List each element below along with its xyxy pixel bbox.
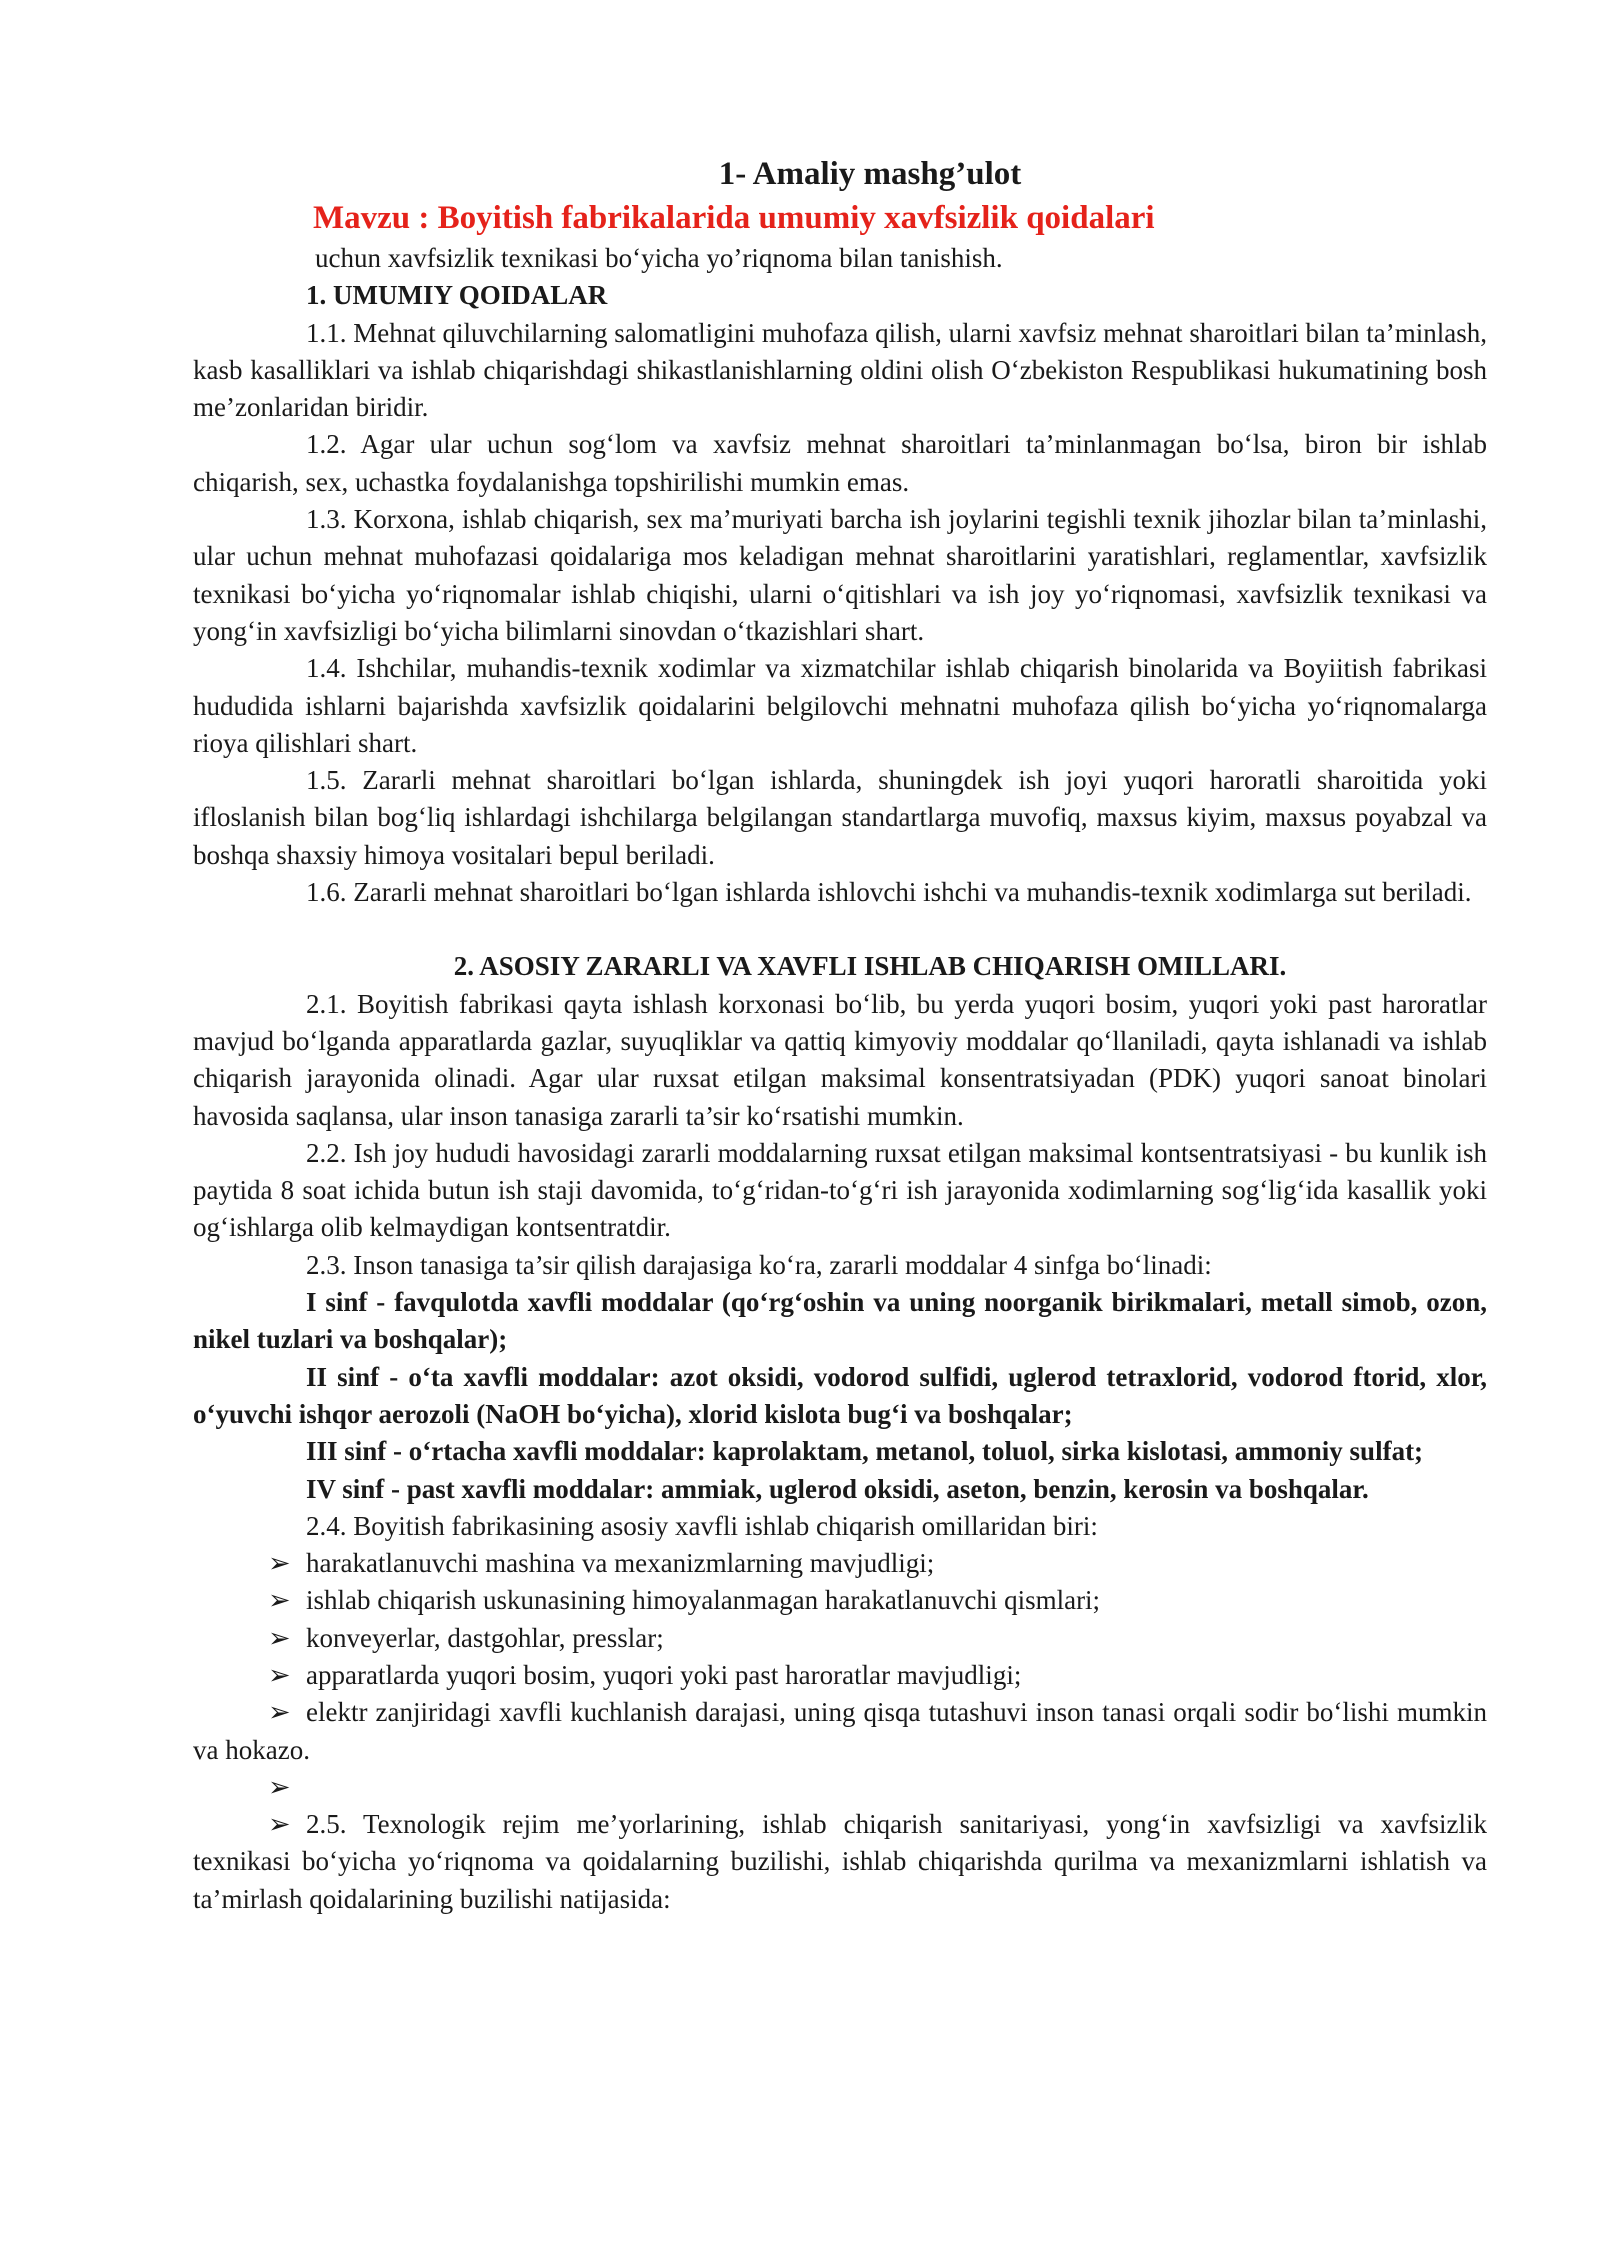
list-item-text: harakatlanuvchi mashina va mexanizmlarning mavjudligi; [306, 1548, 935, 1579]
list-item-text: ishlab chiqarish uskunasining himoyalanmagan harakatlanuvchi qismlari; [306, 1585, 1101, 1616]
list-item [193, 1620, 1487, 1657]
section-heading-1: 1. UMUMIY QOIDALAR [306, 280, 608, 311]
paragraph-2-4: 2.4. Boyitish fabrikasining asosiy xavfli ishlab chiqarish omillaridan biri: [306, 1510, 1098, 1541]
list-item [193, 1582, 1487, 1619]
arrow-bullet-icon: ➢ [268, 1585, 291, 1616]
list-item [193, 1545, 1487, 1582]
paragraph-1-1: 1.1. Mehnat qiluvchilarning salomatligini muhofaza qilish, ularni xavfsiz mehnat sharoitlari bilan ta’minlash, kasb kasalliklari va ishlab chiqarishdagi shikastlanishlarning oldini olish O‘zbekiston Respublikasi hukumatining bosh me’zonlaridan biridir. [193, 317, 1487, 423]
list-item [193, 1769, 1487, 1806]
arrow-bullet-icon: ➢ [268, 1548, 291, 1579]
list-item-text: konveyerlar, dastgohlar, presslar; [306, 1622, 664, 1653]
paragraph-2-5: 2.5. Texnologik rejim me’yorlarining, ishlab chiqarish sanitariyasi, yong‘in xavfsizligi va xavfsizlik texnikasi bo‘yicha yo‘riqnoma va qoidalarning buzilishi, ishlab chiqarishda qurilma va mexanizmlarni ishlatish va ta’mirlash qoidalarining buzilishi natijasida: [193, 1809, 1487, 1914]
list-item-text: apparatlarda yuqori bosim, yuqori yoki past haroratlar mavjudligi; [306, 1659, 1022, 1690]
paragraph-1-5: 1.5. Zararli mehnat sharoitlari bo‘lgan ishlarda, shuningdek ish joyi yuqori haroratli sharoitida yoki ifloslanish bilan bog‘liq ishlardagi ishchilarga belgilangan standartlarga muvofiq, maxsus kiyim, maxsus poyabzal va boshqa shaxsiy himoya vositalari bepul beriladi. [193, 765, 1487, 870]
arrow-bullet-icon: ➢ [268, 1771, 291, 1802]
paragraph-2-2: 2.2. Ish joy hududi havosidagi zararli moddalarning ruxsat etilgan maksimal kontsentratsiyasi - bu kunlik ish paytida 8 soat ichida butun ish staji davomida, to‘g‘ridan-to‘g‘ri ish jarayonida xodimlarning sog‘lig‘ida kasallik yoki og‘ishlarga olib kelmaydigan kontsentratdir. [193, 1137, 1487, 1243]
topic-continuation: uchun xavfsizlik texnikasi bo‘yicha yo’riqnoma bilan tanishish. [315, 243, 1003, 273]
hazard-class-3: III sinf - o‘rtacha xavfli moddalar: kaprolaktam, metanol, toluol, sirka kislotasi, ammoniy sulfat; [306, 1436, 1424, 1467]
hazard-class-4: IV sinf - past xavfli moddalar: ammiak, uglerod oksidi, aseton, benzin, kerosin va boshqalar. [306, 1473, 1369, 1504]
paragraph-2-3: 2.3. Inson tanasiga ta’sir qilish darajasiga ko‘ra, zararli moddalar 4 sinfga bo‘linadi: [306, 1249, 1212, 1280]
hazard-class-1: I sinf - favqulotda xavfli moddalar (qo‘rg‘oshin va uning noorganik birikmalari, metall simob, ozon, nikel tuzlari va boshqalar); [193, 1287, 1487, 1355]
list-item-text: elektr zanjiridagi xavfli kuchlanish darajasi, uning qisqa tutashuvi inson tanasi orqali sodir bo‘lishi mumkin va hokazo. [193, 1697, 1487, 1765]
hazard-factor-list [193, 1545, 1487, 1918]
list-item [193, 1806, 1487, 1918]
document-page [193, 152, 1487, 1918]
paragraph-1-6: 1.6. Zararli mehnat sharoitlari bo‘lgan ishlarda ishlovchi ishchi va muhandis-texnik xodimlarga sut beriladi. [306, 877, 1472, 908]
document-title: 1- Amaliy mashg’ulot [718, 156, 1022, 192]
arrow-bullet-icon: ➢ [268, 1659, 291, 1690]
section-heading-2: 2. ASOSIY ZARARLI VA XAVFLI ISHLAB CHIQARISH OMILLARI. [453, 951, 1287, 982]
paragraph-1-3: 1.3. Korxona, ishlab chiqarish, sex ma’muriyati barcha ish joylarini tegishli texnik jihozlar bilan ta’minlashi, ular uchun mehnat muhofazasi qoidalariga mos keladigan mehnat sharoitlarini yaratishlari, reglamentlar, xavfsizlik texnikasi bo‘yicha yo‘riqnomalar ishlab chiqishi, ularni o‘qitishlari va ish joy yo‘riqnomasi, xavfsizlik texnikasi va yong‘in xavfsizligi bo‘yicha bilimlarni sinovdan o‘tkazishlari shart. [193, 504, 1487, 646]
topic-heading: Mavzu : Boyitish fabrikalarida umumiy xavfsizlik qoidalari [313, 200, 1155, 236]
list-item [193, 1694, 1487, 1769]
paragraph-1-2: 1.2. Agar ular uchun sog‘lom va xavfsiz mehnat sharoitlari ta’minlanmagan bo‘lsa, biron bir ishlab chiqarish, sex, uchastka foydalanishga topshirilishi mumkin emas. [193, 429, 1487, 497]
arrow-bullet-icon: ➢ [268, 1809, 291, 1840]
arrow-bullet-icon: ➢ [268, 1622, 291, 1653]
hazard-class-2: II sinf - o‘ta xavfli moddalar: azot oksidi, vodorod sulfidi, uglerod tetraxlorid, vodorod ftorid, xlor, o‘yuvchi ishqor aerozoli (NaOH bo‘yicha), xlorid kislota bug‘i va boshqalar; [193, 1361, 1487, 1429]
paragraph-2-1: 2.1. Boyitish fabrikasi qayta ishlash korxonasi bo‘lib, bu yerda yuqori bosim, yuqori yoki past haroratlar mavjud bo‘lganda apparatlarda gazlar, suyuqliklar va qattiq kimyoviy moddalar qo‘llaniladi, qayta ishlanadi va ishlab chiqarish jarayonida olinadi. Agar ular ruxsat etilgan maksimal konsentratsiyadan (PDK) yuqori sanoat binolari havosida saqlansa, ular inson tanasiga zararli ta’sir ko‘rsatishi mumkin. [193, 988, 1487, 1131]
arrow-bullet-icon: ➢ [268, 1697, 291, 1728]
paragraph-1-4: 1.4. Ishchilar, muhandis-texnik xodimlar va xizmatchilar ishlab chiqarish binolarida va Boyiitish fabrikasi hududida ishlarni bajarishda xavfsizlik qoidalarini belgilovchi mehnatni muhofaza qilish bo‘yicha yo‘riqnomalarga rioya qilishlari shart. [193, 653, 1487, 758]
list-item [193, 1657, 1487, 1694]
